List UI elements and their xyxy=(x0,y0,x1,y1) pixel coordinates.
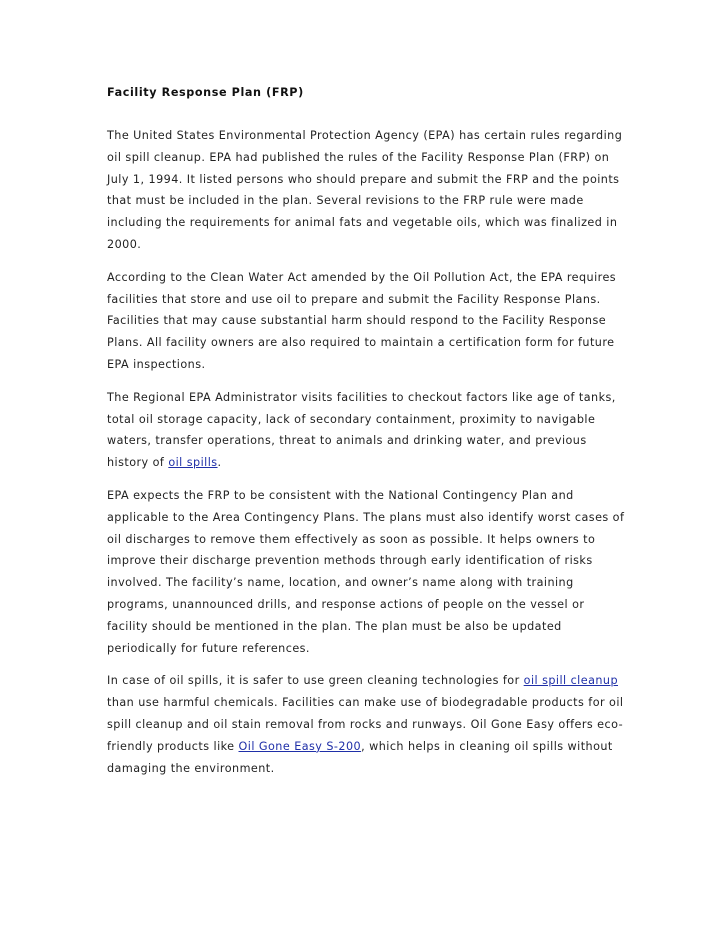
text-line xyxy=(107,670,627,692)
text-line xyxy=(107,572,627,594)
text-line xyxy=(107,758,627,780)
text-segment: than use harmful chemicals. Facilities can make use of biodegradable products for oil xyxy=(107,696,624,710)
text-line xyxy=(107,387,627,409)
paragraph xyxy=(107,670,627,779)
text-line xyxy=(107,125,627,147)
text-segment: waters, transfer operations, threat to animals and drinking water, and previous xyxy=(107,434,587,448)
text-line xyxy=(107,714,627,736)
hyperlink[interactable]: oil spills xyxy=(168,456,218,470)
text-line xyxy=(107,169,627,191)
text-segment: The Regional EPA Administrator visits facilities to checkout factors like age of tanks, xyxy=(107,390,616,404)
text-line xyxy=(107,507,627,529)
text-segment: 2000. xyxy=(107,237,142,251)
text-line xyxy=(107,147,627,169)
text-line xyxy=(107,289,627,311)
text-segment: oil spill cleanup. EPA had published the rules of the Facility Response Plan (FRP) on xyxy=(107,150,610,164)
text-segment: EPA expects the FRP to be consistent with the National Contingency Plan and xyxy=(107,488,574,502)
text-line xyxy=(107,310,627,332)
text-segment: damaging the environment. xyxy=(107,761,275,775)
text-line xyxy=(107,190,627,212)
text-line xyxy=(107,354,627,376)
text-line xyxy=(107,638,627,660)
text-segment: applicable to the Area Contingency Plans. The plans must also identify worst cases of xyxy=(107,510,625,524)
text-line xyxy=(107,736,627,758)
text-segment: oil discharges to remove them effectively as soon as possible. It helps owners to xyxy=(107,532,596,546)
text-line xyxy=(107,234,627,256)
text-segment: According to the Clean Water Act amended by the Oil Pollution Act, the EPA requires xyxy=(107,270,617,284)
document-body xyxy=(107,125,627,779)
hyperlink[interactable]: Oil Gone Easy S-200 xyxy=(238,739,362,753)
text-line xyxy=(107,692,627,714)
text-segment: friendly products like xyxy=(107,739,239,753)
text-segment: improve their discharge prevention methods through early identification of risks xyxy=(107,554,593,568)
text-segment: spill cleanup and oil stain removal from rocks and runways. Oil Gone Easy offers eco- xyxy=(107,717,624,731)
text-line xyxy=(107,594,627,616)
text-segment: programs, unannounced drills, and response actions of people on the vessel or xyxy=(107,597,585,611)
text-segment: Plans. All facility owners are also required to maintain a certification form for future xyxy=(107,336,615,350)
text-segment: . xyxy=(217,456,222,470)
paragraph xyxy=(107,387,627,474)
text-segment: July 1, 1994. It listed persons who should prepare and submit the FRP and the points xyxy=(107,172,620,186)
paragraph xyxy=(107,125,627,256)
text-segment: periodically for future references. xyxy=(107,641,310,655)
paragraph xyxy=(107,485,627,659)
text-line xyxy=(107,212,627,234)
text-segment: EPA inspections. xyxy=(107,357,206,371)
text-segment: total oil storage capacity, lack of secondary containment, proximity to navigable xyxy=(107,412,596,426)
text-segment: Facilities that may cause substantial harm should respond to the Facility Response xyxy=(107,314,607,328)
text-segment: The United States Environmental Protection Agency (EPA) has certain rules regarding xyxy=(107,129,623,142)
text-segment: that must be included in the plan. Several revisions to the FRP rule were made xyxy=(107,194,584,208)
text-line xyxy=(107,485,627,507)
text-line xyxy=(107,409,627,431)
hyperlink[interactable]: oil spill cleanup xyxy=(523,674,619,688)
text-line xyxy=(107,616,627,638)
text-line xyxy=(107,332,627,354)
document-title: Facility Response Plan (FRP) xyxy=(107,86,304,99)
text-segment: In case of oil spills, it is safer to use green cleaning technologies for xyxy=(107,674,524,688)
text-line xyxy=(107,267,627,289)
text-segment: facilities that store and use oil to prepare and submit the Facility Response Plans. xyxy=(107,292,601,306)
text-line xyxy=(107,550,627,572)
paragraph xyxy=(107,267,627,376)
text-segment: involved. The facility’s name, location, and owner’s name along with training xyxy=(107,576,574,590)
text-line xyxy=(107,430,627,452)
text-segment: , which helps in cleaning oil spills without xyxy=(361,739,613,753)
text-segment: history of xyxy=(107,456,169,470)
text-segment: facility should be mentioned in the plan. The plan must be also be updated xyxy=(107,619,562,633)
text-line xyxy=(107,529,627,551)
text-segment: including the requirements for animal fats and vegetable oils, which was finalized in xyxy=(107,216,618,230)
document-page xyxy=(107,82,627,779)
text-line xyxy=(107,452,627,474)
